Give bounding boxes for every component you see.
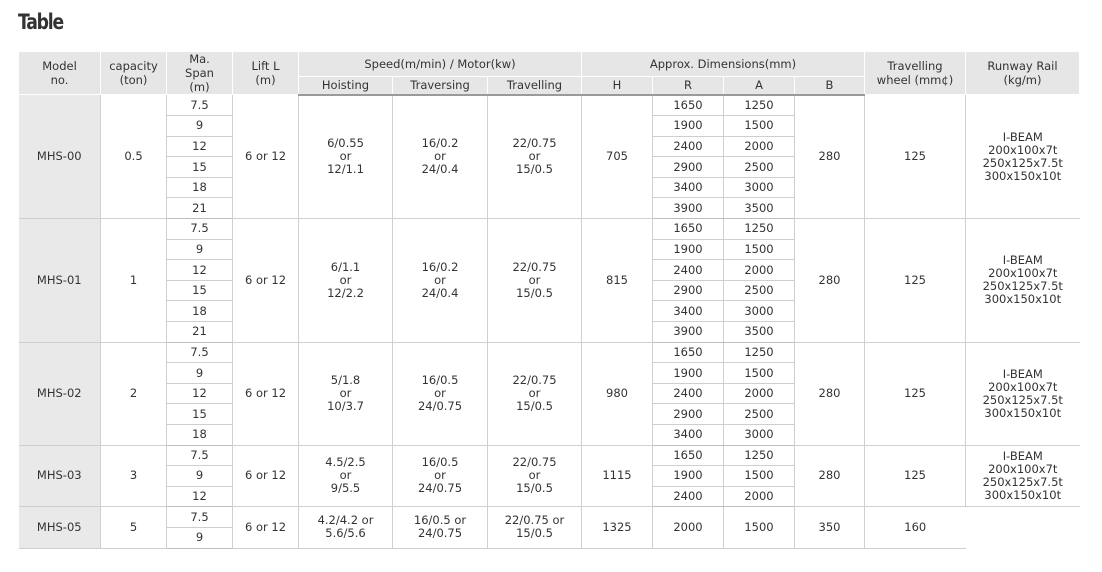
hoisting-cell-line: 12/2.2 xyxy=(327,285,364,300)
travelling-cell-line: 22/0.75 xyxy=(512,455,557,470)
traversing-cell xyxy=(393,95,488,219)
traversing-cell-line: 24/0.4 xyxy=(421,285,459,300)
traversing-cell-line: 24/0.4 xyxy=(421,162,459,177)
model-cell: MHS-05 xyxy=(19,507,101,548)
wheel-cell: 125 xyxy=(865,95,966,219)
model-cell: MHS-00 xyxy=(19,95,101,219)
wheel-cell: 125 xyxy=(865,342,966,445)
r-cell: 3900 xyxy=(653,322,724,343)
rail-cell-line: 300x150x10t xyxy=(984,487,1062,502)
header-span: Ma. Span (m) xyxy=(167,52,233,95)
b-cell: 280 xyxy=(795,219,865,343)
traversing-cell xyxy=(393,507,488,548)
r-cell: 1900 xyxy=(653,466,724,487)
r-cell: 1900 xyxy=(653,363,724,384)
model-group-mhs-05 xyxy=(19,507,1080,548)
hoisting-cell-line: 5/1.8 xyxy=(330,373,361,388)
table-row xyxy=(19,342,1080,363)
hoisting-cell-line: 9/5.5 xyxy=(330,481,361,496)
span-cell: 12 xyxy=(167,136,233,157)
header-model: Model no. xyxy=(19,52,101,95)
traversing-cell-line: 16/0.2 xyxy=(421,136,459,151)
h-cell: 815 xyxy=(582,219,653,343)
header-r: R xyxy=(653,77,724,95)
travelling-cell-line: 15/0.5 xyxy=(516,481,553,496)
rail-cell-line: I-BEAM xyxy=(1002,129,1043,144)
a-cell: 1250 xyxy=(724,342,795,363)
lift-cell: 6 or 12 xyxy=(233,507,299,548)
r-cell: 2900 xyxy=(653,404,724,425)
a-cell: 2000 xyxy=(724,136,795,157)
span-cell: 7.5 xyxy=(167,507,233,528)
rail-cell-line: 200x100x7t xyxy=(988,379,1058,394)
capacity-cell: 1 xyxy=(101,219,167,343)
r-cell: 3400 xyxy=(653,425,724,446)
a-cell: 1500 xyxy=(724,239,795,260)
a-cell: 1250 xyxy=(724,445,795,466)
a-cell: 1500 xyxy=(724,363,795,384)
a-cell: 2000 xyxy=(724,486,795,507)
header-rail: Runway Rail (kg/m) xyxy=(966,52,1080,95)
span-cell: 21 xyxy=(167,322,233,343)
header-a: A xyxy=(724,77,795,95)
table-row xyxy=(19,219,1080,240)
wheel-cell: 125 xyxy=(865,219,966,343)
rail-cell-line: 300x150x10t xyxy=(984,292,1062,307)
r-cell: 1900 xyxy=(653,116,724,137)
hoisting-cell-line: or xyxy=(339,149,352,164)
traversing-cell-line: or xyxy=(434,386,446,401)
travelling-cell xyxy=(488,507,582,548)
hoisting-cell-line: 10/3.7 xyxy=(327,399,364,414)
r-cell: 1650 xyxy=(653,219,724,240)
travelling-cell-line: 22/0.75 or xyxy=(504,513,565,528)
table-row xyxy=(19,445,1080,466)
r-cell: 2900 xyxy=(653,157,724,178)
traversing-cell-line: or xyxy=(434,149,446,164)
a-cell: 1500 xyxy=(724,466,795,487)
header-traversing: Traversing xyxy=(393,77,488,95)
rail-cell-line: 200x100x7t xyxy=(988,461,1058,476)
hoisting-cell-line: 12/1.1 xyxy=(327,162,364,177)
traversing-cell-line: 16/0.5 xyxy=(421,455,459,470)
span-cell: 9 xyxy=(167,363,233,384)
span-cell: 12 xyxy=(167,383,233,404)
table-header xyxy=(19,52,1080,95)
travelling-cell-line: or xyxy=(528,468,541,483)
hoisting-cell-line: 4.5/2.5 xyxy=(325,455,366,470)
hoisting-cell xyxy=(299,342,393,445)
a-cell: 2000 xyxy=(724,383,795,404)
span-cell: 18 xyxy=(167,301,233,322)
r-cell: 1900 xyxy=(653,239,724,260)
rail-cell-line: I-BEAM xyxy=(1002,448,1043,463)
travelling-cell-line: 22/0.75 xyxy=(512,259,557,274)
capacity-cell: 2 xyxy=(101,342,167,445)
span-cell: 12 xyxy=(167,486,233,507)
travelling-cell-line: or xyxy=(528,272,541,287)
span-cell: 9 xyxy=(167,527,233,548)
b-cell: 280 xyxy=(795,342,865,445)
hoisting-cell-line: 6/1.1 xyxy=(330,259,361,274)
traversing-cell-line: 24/0.75 xyxy=(417,399,463,414)
span-cell: 18 xyxy=(167,177,233,198)
lift-cell: 6 or 12 xyxy=(233,219,299,343)
span-cell: 12 xyxy=(167,260,233,281)
a-cell: 1250 xyxy=(724,95,795,116)
rail-cell-line: 200x100x7t xyxy=(988,142,1058,157)
rail-cell-line: 300x150x10t xyxy=(984,405,1062,420)
spec-table xyxy=(18,51,1080,549)
rail-cell-line: 300x150x10t xyxy=(984,168,1062,183)
h-cell: 1115 xyxy=(582,445,653,507)
b-cell: 350 xyxy=(795,507,865,548)
hoisting-cell-line: or xyxy=(339,468,352,483)
h-cell: 980 xyxy=(582,342,653,445)
a-cell: 3500 xyxy=(724,322,795,343)
span-cell: 9 xyxy=(167,466,233,487)
capacity-cell: 3 xyxy=(101,445,167,507)
traversing-cell-line: 16/0.5 xyxy=(421,373,459,388)
a-cell: 1500 xyxy=(724,507,795,548)
model-group-mhs-01 xyxy=(19,219,1080,343)
traversing-cell xyxy=(393,342,488,445)
travelling-cell-line: 15/0.5 xyxy=(516,162,553,177)
travelling-cell-line: 15/0.5 xyxy=(516,399,553,414)
r-cell: 1650 xyxy=(653,445,724,466)
header-h: H xyxy=(582,77,653,95)
lift-cell: 6 or 12 xyxy=(233,95,299,219)
b-cell: 280 xyxy=(795,95,865,219)
traversing-cell xyxy=(393,219,488,343)
hoisting-cell xyxy=(299,219,393,343)
traversing-cell-line: 16/0.2 xyxy=(421,259,459,274)
header-capacity: capacity (ton) xyxy=(101,52,167,95)
header-dimensions-group: Approx. Dimensions(mm) xyxy=(582,52,865,77)
span-cell: 18 xyxy=(167,425,233,446)
travelling-cell-line: or xyxy=(528,386,541,401)
a-cell: 2500 xyxy=(724,157,795,178)
header-travelling: Travelling xyxy=(488,77,582,95)
lift-cell: 6 or 12 xyxy=(233,445,299,507)
r-cell: 1650 xyxy=(653,342,724,363)
rail-cell-line: 250x125x7.5t xyxy=(982,279,1063,294)
lift-cell: 6 or 12 xyxy=(233,342,299,445)
rail-cell xyxy=(966,219,1080,343)
traversing-cell-line: 24/0.75 xyxy=(417,481,463,496)
rail-cell xyxy=(966,95,1080,219)
b-cell: 280 xyxy=(795,445,865,507)
wheel-cell: 160 xyxy=(865,507,966,548)
traversing-cell-line: 24/0.75 xyxy=(417,526,463,541)
span-cell: 7.5 xyxy=(167,219,233,240)
a-cell: 2500 xyxy=(724,404,795,425)
header-wheel: Travelling wheel (mm¢) xyxy=(865,52,966,95)
header-speed-group: Speed(m/min) / Motor(kw) xyxy=(299,52,582,77)
travelling-cell-line: 15/0.5 xyxy=(516,285,553,300)
travelling-cell-line: 15/0.5 xyxy=(516,526,553,541)
span-cell: 9 xyxy=(167,239,233,260)
rail-cell-line: 250x125x7.5t xyxy=(982,474,1063,489)
r-cell: 2400 xyxy=(653,383,724,404)
rail-cell-line: I-BEAM xyxy=(1002,366,1043,381)
header-lift: Lift L (m) xyxy=(233,52,299,95)
a-cell: 3500 xyxy=(724,198,795,219)
span-cell: 15 xyxy=(167,157,233,178)
h-cell: 1325 xyxy=(582,507,653,548)
model-group-mhs-03 xyxy=(19,445,1080,507)
a-cell: 3000 xyxy=(724,177,795,198)
rail-cell-line: I-BEAM xyxy=(1002,253,1043,268)
hoisting-cell-line: 4.2/4.2 or xyxy=(317,513,374,528)
a-cell: 3000 xyxy=(724,301,795,322)
traversing-cell-line: or xyxy=(434,468,446,483)
span-cell: 7.5 xyxy=(167,342,233,363)
capacity-cell: 5 xyxy=(101,507,167,548)
traversing-cell-line: or xyxy=(434,272,446,287)
hoisting-cell xyxy=(299,95,393,219)
travelling-cell xyxy=(488,342,582,445)
span-cell: 15 xyxy=(167,404,233,425)
rail-cell xyxy=(966,445,1080,507)
r-cell: 2000 xyxy=(653,507,724,548)
traversing-cell-line: 16/0.5 or xyxy=(413,513,467,528)
table-row xyxy=(19,95,1080,116)
span-cell: 21 xyxy=(167,198,233,219)
hoisting-cell-line: or xyxy=(339,386,352,401)
model-cell: MHS-02 xyxy=(19,342,101,445)
travelling-cell-line: or xyxy=(528,149,541,164)
rail-cell-line: 250x125x7.5t xyxy=(982,155,1063,170)
rail-cell-line: 200x100x7t xyxy=(988,266,1058,281)
span-cell: 9 xyxy=(167,116,233,137)
r-cell: 3900 xyxy=(653,198,724,219)
a-cell: 2500 xyxy=(724,280,795,301)
header-b: B xyxy=(795,77,865,95)
model-cell: MHS-01 xyxy=(19,219,101,343)
r-cell: 3400 xyxy=(653,177,724,198)
r-cell: 2400 xyxy=(653,136,724,157)
r-cell: 2400 xyxy=(653,260,724,281)
travelling-cell xyxy=(488,95,582,219)
page-title: Table xyxy=(18,10,63,34)
r-cell: 2400 xyxy=(653,486,724,507)
travelling-cell-line: 22/0.75 xyxy=(512,136,557,151)
traversing-cell xyxy=(393,445,488,507)
capacity-cell: 0.5 xyxy=(101,95,167,219)
header-hoisting: Hoisting xyxy=(299,77,393,95)
hoisting-cell-line: or xyxy=(339,272,352,287)
a-cell: 1500 xyxy=(724,116,795,137)
rail-cell xyxy=(966,342,1080,445)
hoisting-cell-line: 6/0.55 xyxy=(327,136,364,151)
span-cell: 7.5 xyxy=(167,95,233,116)
a-cell: 1250 xyxy=(724,219,795,240)
rail-cell-line: 250x125x7.5t xyxy=(982,392,1063,407)
a-cell: 3000 xyxy=(724,425,795,446)
model-cell: MHS-03 xyxy=(19,445,101,507)
a-cell: 2000 xyxy=(724,260,795,281)
span-cell: 15 xyxy=(167,280,233,301)
r-cell: 1650 xyxy=(653,95,724,116)
hoisting-cell xyxy=(299,507,393,548)
travelling-cell xyxy=(488,445,582,507)
hoisting-cell xyxy=(299,445,393,507)
table-row xyxy=(19,507,1080,528)
travelling-cell xyxy=(488,219,582,343)
hoisting-cell-line: 5.6/5.6 xyxy=(325,526,366,541)
model-group-mhs-00 xyxy=(19,95,1080,219)
model-group-mhs-02 xyxy=(19,342,1080,445)
span-cell: 7.5 xyxy=(167,445,233,466)
travelling-cell-line: 22/0.75 xyxy=(512,373,557,388)
r-cell: 2900 xyxy=(653,280,724,301)
r-cell: 3400 xyxy=(653,301,724,322)
h-cell: 705 xyxy=(582,95,653,219)
wheel-cell: 125 xyxy=(865,445,966,507)
